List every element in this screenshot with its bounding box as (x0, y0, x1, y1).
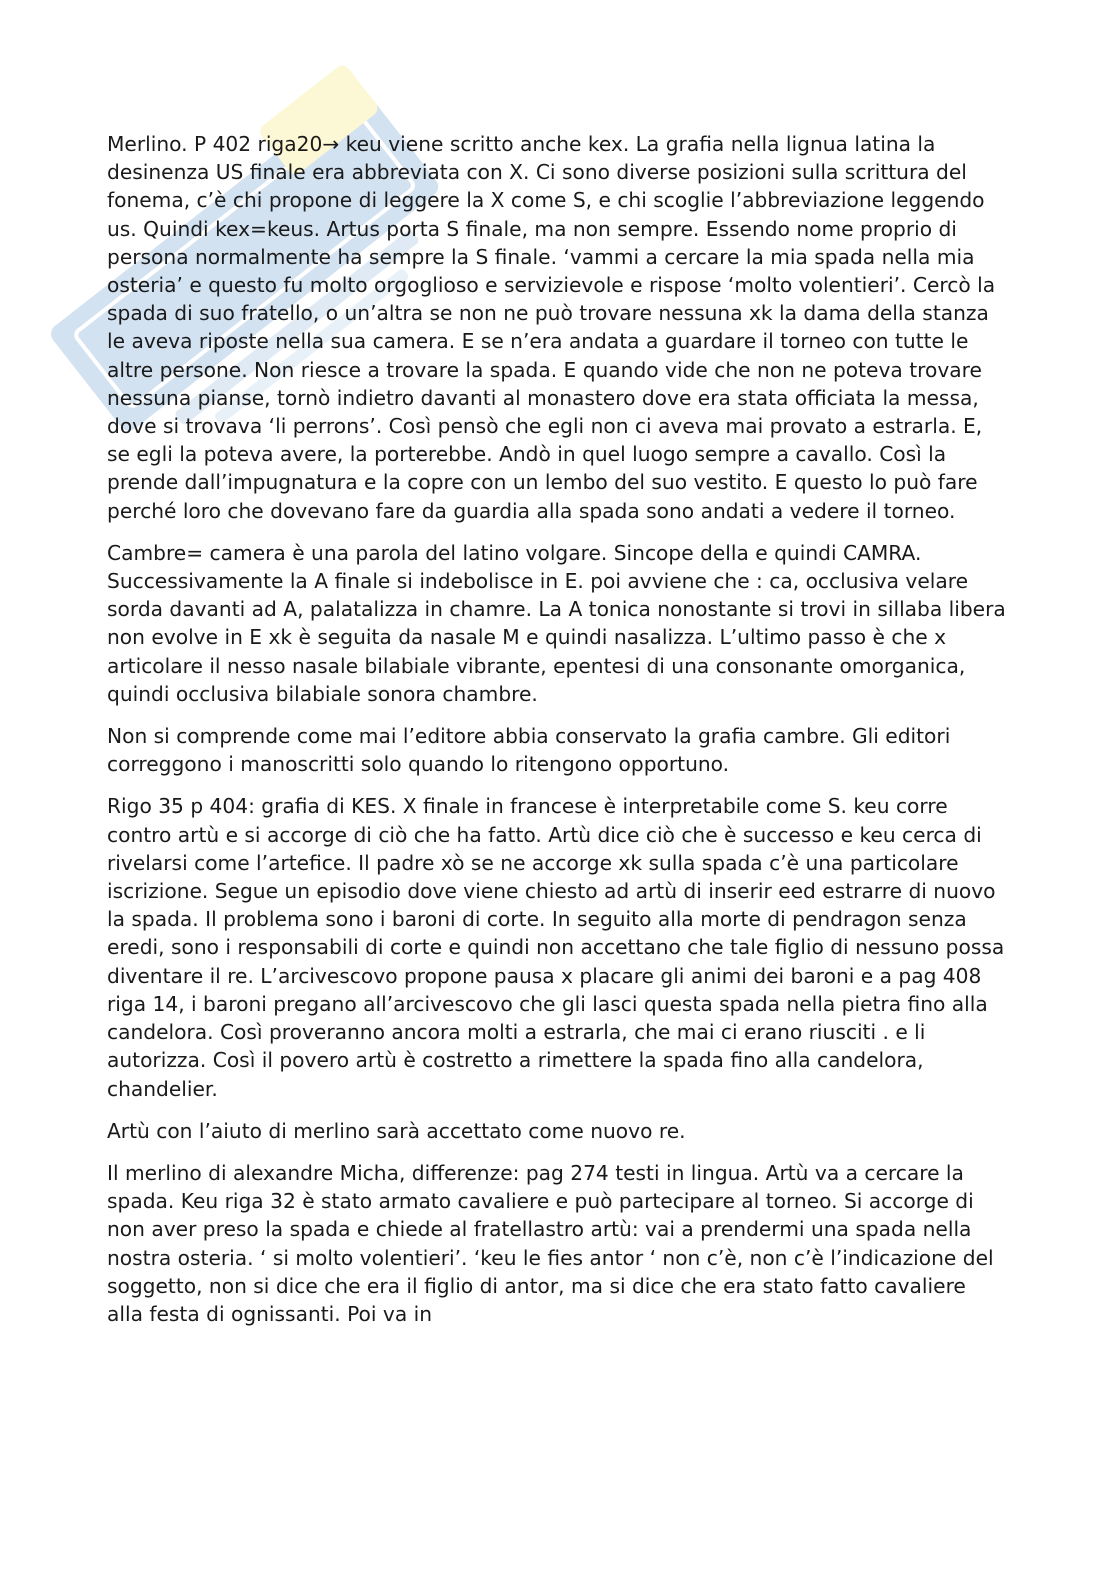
paragraph-cambre: Cambre= camera è una parola del latino volgare. Sincope della e quindi CAMRA. Successivamente la A finale si indebolisce in E. poi avviene che : ca, occlusiva velare sorda davanti ad A, palatalizza in chamre. La A tonica nonostante si trovi in sillaba libera non evolve in E xk è seguita da nasale M e quindi nasalizza. L’ultimo passo è che x articolare il nesso nasale bilabiale vibrante, epentesi di una consonante omorganica, quindi occlusiva bilabiale sonora chambre. (107, 540, 1006, 706)
paragraph-artu-re: Artù con l’aiuto di merlino sarà accettato come nuovo re. (107, 1118, 686, 1143)
paragraph-merlino: Merlino. P 402 riga20→ keu viene scritto anche kex. La grafia nella lignua latina la desinenza US finale era abbreviata con X. Ci sono diverse posizioni sulla scrittura del fonema, c’è chi propone di leggere la X come S, e chi scoglie l’abbreviazione leggendo us. Quindi kex=keus. Artus porta S finale, ma non sempre. Essendo nome proprio di persona normalmente ha sempre la S finale. ‘vammi a cercare la mia spada nella mia osteria’ e questo fu molto orgoglioso e servizievole e rispose ‘molto volentieri’. Cercò la spada di suo fratello, o un’altra se non ne può trovare nessuna xk la dama della stanza le aveva riposte nella sua camera. E se n’era andata a guardare il torneo con tutte le altre persone. Non riesce a trovare la spada. E quando vide che non ne poteva trovare nessuna pianse, tornò indietro davanti al monastero dove era stata officiata la messa, dove si trovava ‘li perrons’. Così pensò che egli non ci aveva mai provato a estrarla. E, se egli la poteva avere, la porterebbe. Andò in quel luogo sempre a cavallo. Così la prende dall’impugnatura e la copre con un lembo del suo vestito. E questo lo può fare perché loro che dovevano fare da guardia alla spada sono andati a vedere il torneo. (107, 132, 996, 523)
paragraph-editore: Non si comprende come mai l’editore abbia conservato la grafia cambre. Gli editori correggono i manoscritti solo quando lo ritengono opportuno. (107, 724, 951, 777)
document-page (107, 130, 1007, 1342)
paragraph-micha: Il merlino di alexandre Micha, differenze: pag 274 testi in lingua. Artù va a cercare la spada. Keu riga 32 è stato armato cavaliere e può partecipare al torneo. Si accorge di non aver preso la spada e chiede al fratellastro artù: vai a prendermi una spada nella nostra osteria. ‘ si molto volentieri’. ‘keu le fies antor ‘ non c’è, non c’è l’indicazione del soggetto, non si dice che era il figlio di antor, ma si dice che era stato fatto cavaliere alla festa di ognissanti. Poi va in (107, 1160, 994, 1326)
paragraph-rigo-35: Rigo 35 p 404: grafia di KES. X finale in francese è interpretabile come S. keu corre contro artù e si accorge di ciò che ha fatto. Artù dice ciò che è successo e keu cerca di rivelarsi come l’artefice. Il padre xò se ne accorge xk sulla spada c’è una particolare iscrizione. Segue un episodio dove viene chiesto ad artù di inserir eed estrarre di nuovo la spada. Il problema sono i baroni di corte. In seguito alla morte di pendragon senza eredi, sono i responsabili di corte e quindi non accettano che tale figlio di nessuno possa diventare il re. L’arcivescovo propone pausa x placare gli animi dei baroni e a pag 408 riga 14, i baroni pregano all’arcivescovo che gli lasci questa spada nella pietra fino alla candelora. Così proveranno ancora molti a estrarla, che mai ci erano riusciti . e li autorizza. Così il povero artù è costretto a rimettere la spada fino alla candelora, chandelier. (107, 794, 1005, 1101)
